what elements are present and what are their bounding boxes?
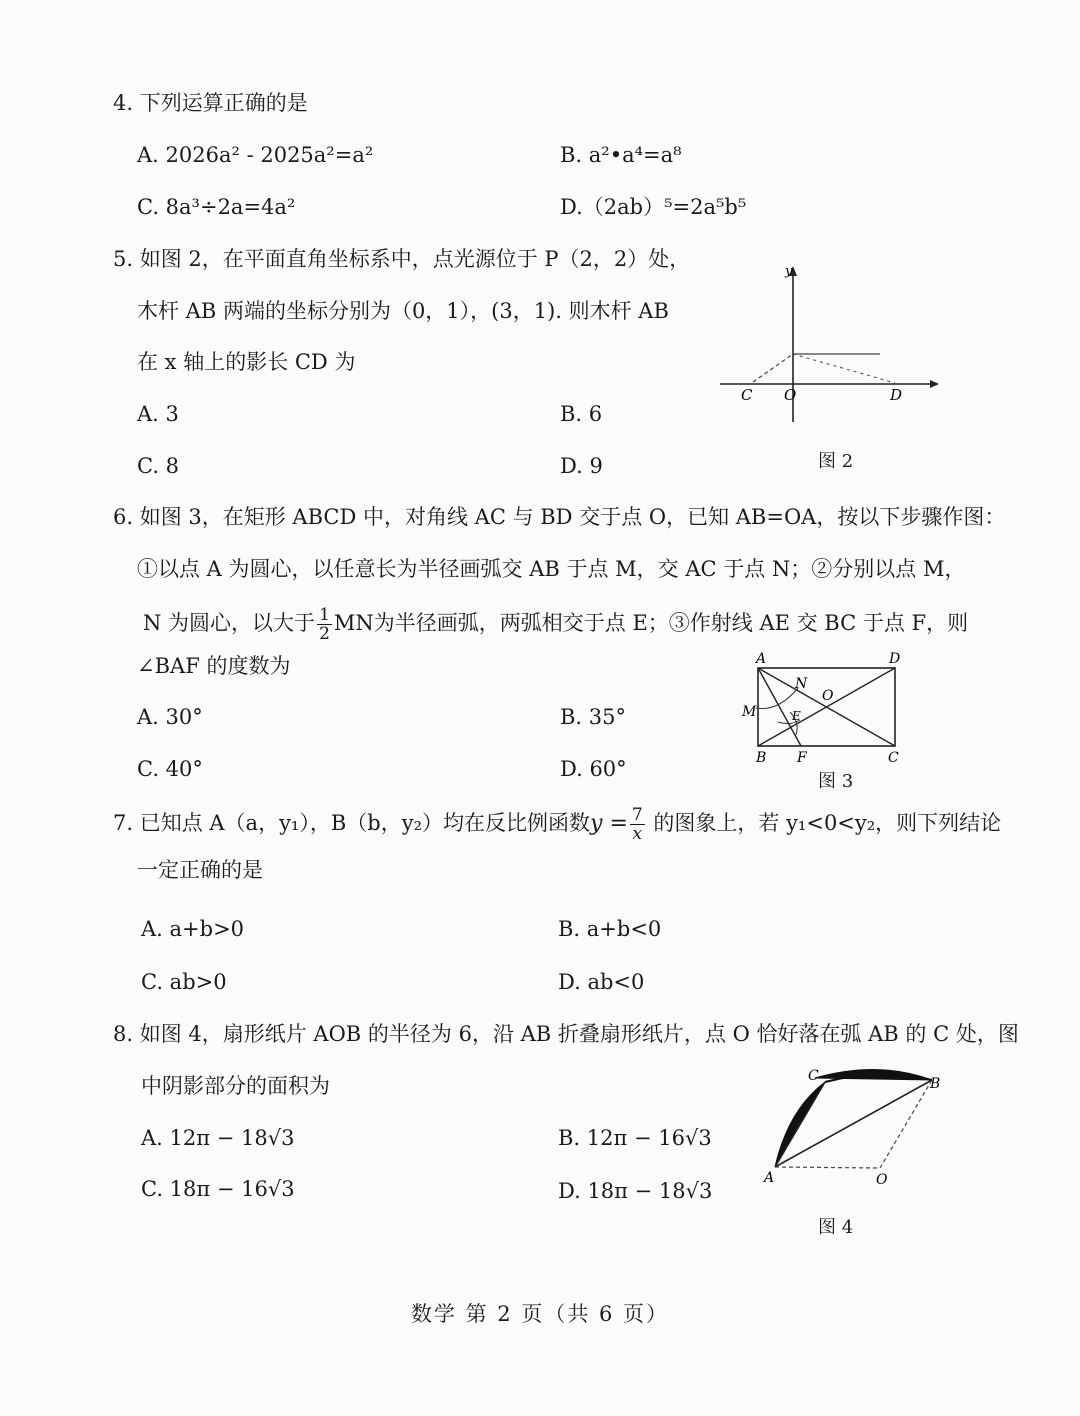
q8-option-d: D. 18π − 18√3 [558, 1179, 713, 1203]
q5-line-3: 在 x 轴上的影长 CD 为 [137, 350, 356, 374]
q7-line-1-post: 的图象上，若 y₁<0<y₂，则下列结论 [653, 811, 1002, 835]
q7-equation-lhs: y = [590, 811, 628, 836]
q5-option-b: B. 6 [560, 402, 603, 426]
fraction-one-half [317, 606, 332, 643]
fig3-caption: 图 3 [818, 771, 854, 792]
q8-option-a: A. 12π − 18√3 [141, 1126, 295, 1150]
fig3-label-c: C [888, 750, 899, 766]
figure-4 [760, 1062, 950, 1192]
q6-option-b: B. 35° [560, 705, 627, 729]
fig3-label-n: N [795, 676, 808, 692]
fig4-label-a: A [764, 1170, 775, 1186]
fig3-label-f: F [797, 750, 807, 766]
q4-option-d: D.（2ab）⁵=2a⁵b⁵ [560, 195, 747, 219]
q7-option-a: A. a+b>0 [141, 917, 245, 941]
fig4-label-c: C [808, 1068, 819, 1084]
q6-option-a: A. 30° [137, 705, 203, 729]
fig3-label-a: A [756, 651, 767, 667]
fig2-label-d: D [890, 386, 903, 404]
fig3-label-e: E [792, 709, 801, 723]
fraction-seven-over-x [630, 806, 645, 843]
fraction-numerator: 1 [319, 605, 330, 625]
q8-option-b: B. 12π − 16√3 [558, 1126, 712, 1150]
fig4-label-o: O [876, 1172, 888, 1188]
q7-line-2: 一定正确的是 [137, 858, 263, 882]
fig2-label-c: C [741, 386, 753, 404]
q6-line-3-pre: N 为圆心，以大于 [143, 611, 316, 635]
q7-line-1 [113, 803, 1001, 844]
q6-option-c: C. 40° [137, 757, 203, 781]
q6-line-4: ∠BAF 的度数为 [137, 654, 291, 678]
q6-line-3-post: MN为半径画弧，两弧相交于点 E；③作射线 AE 交 BC 于点 F，则 [333, 611, 969, 635]
fig2-caption: 图 2 [818, 451, 854, 472]
q7-line-1-pre: 7. 已知点 A（a，y₁），B（b，y₂）均在反比例函数 [113, 811, 591, 835]
fraction-denominator: 2 [319, 624, 330, 644]
figure-2 [715, 262, 940, 432]
q8-option-c: C. 18π − 16√3 [141, 1177, 295, 1201]
q4-option-a: A. 2026a² - 2025a²=a² [137, 143, 374, 167]
fig2-label-o: O [784, 386, 797, 404]
q5-option-d: D. 9 [560, 454, 603, 478]
q4-option-c: C. 8a³÷2a=4a² [137, 195, 296, 219]
q7-option-b: B. a+b<0 [558, 917, 662, 941]
q4-stem: 4. 下列运算正确的是 [113, 91, 308, 115]
q6-line-3 [143, 603, 968, 643]
fig3-label-o: O [822, 688, 834, 704]
q5-option-a: A. 3 [137, 402, 179, 426]
figure-3 [738, 650, 908, 770]
fig4-caption: 图 4 [818, 1217, 854, 1238]
fig3-label-m: M [742, 704, 757, 720]
q6-line-2: ①以点 A 为圆心，以任意长为半径画弧交 AB 于点 M，交 AC 于点 N；②分别以点 M， [137, 557, 966, 581]
fraction-denominator: x [632, 824, 643, 844]
fig4-label-b: B [930, 1076, 941, 1092]
q6-line-1: 6. 如图 3，在矩形 ABCD 中，对角线 AC 与 BD 交于点 O，已知 AB=OA，按以下步骤作图： [113, 505, 1006, 529]
q8-line-2: 中阴影部分的面积为 [141, 1074, 330, 1098]
q5-line-2: 木杆 AB 两端的坐标分别为（0，1），(3，1). 则木杆 AB [137, 299, 669, 323]
fraction-numerator: 7 [631, 805, 643, 825]
q7-option-d: D. ab<0 [558, 970, 645, 994]
q8-line-1: 8. 如图 4，扇形纸片 AOB 的半径为 6，沿 AB 折叠扇形纸片，点 O 恰好落在弧 AB 的 C 处，图 [113, 1022, 1019, 1046]
q5-line-1: 5. 如图 2，在平面直角坐标系中，点光源位于 P（2，2）处， [113, 247, 691, 271]
fig3-label-b: B [756, 750, 767, 766]
q6-option-d: D. 60° [560, 757, 627, 781]
fig2-label-y: y [785, 264, 793, 279]
page-footer: 数学 第 2 页（共 6 页） [410, 1302, 670, 1326]
fig3-label-d: D [889, 651, 901, 667]
q7-option-c: C. ab>0 [141, 970, 227, 994]
q4-option-b: B. a²•a⁴=a⁸ [560, 143, 682, 167]
q5-option-c: C. 8 [137, 454, 180, 478]
